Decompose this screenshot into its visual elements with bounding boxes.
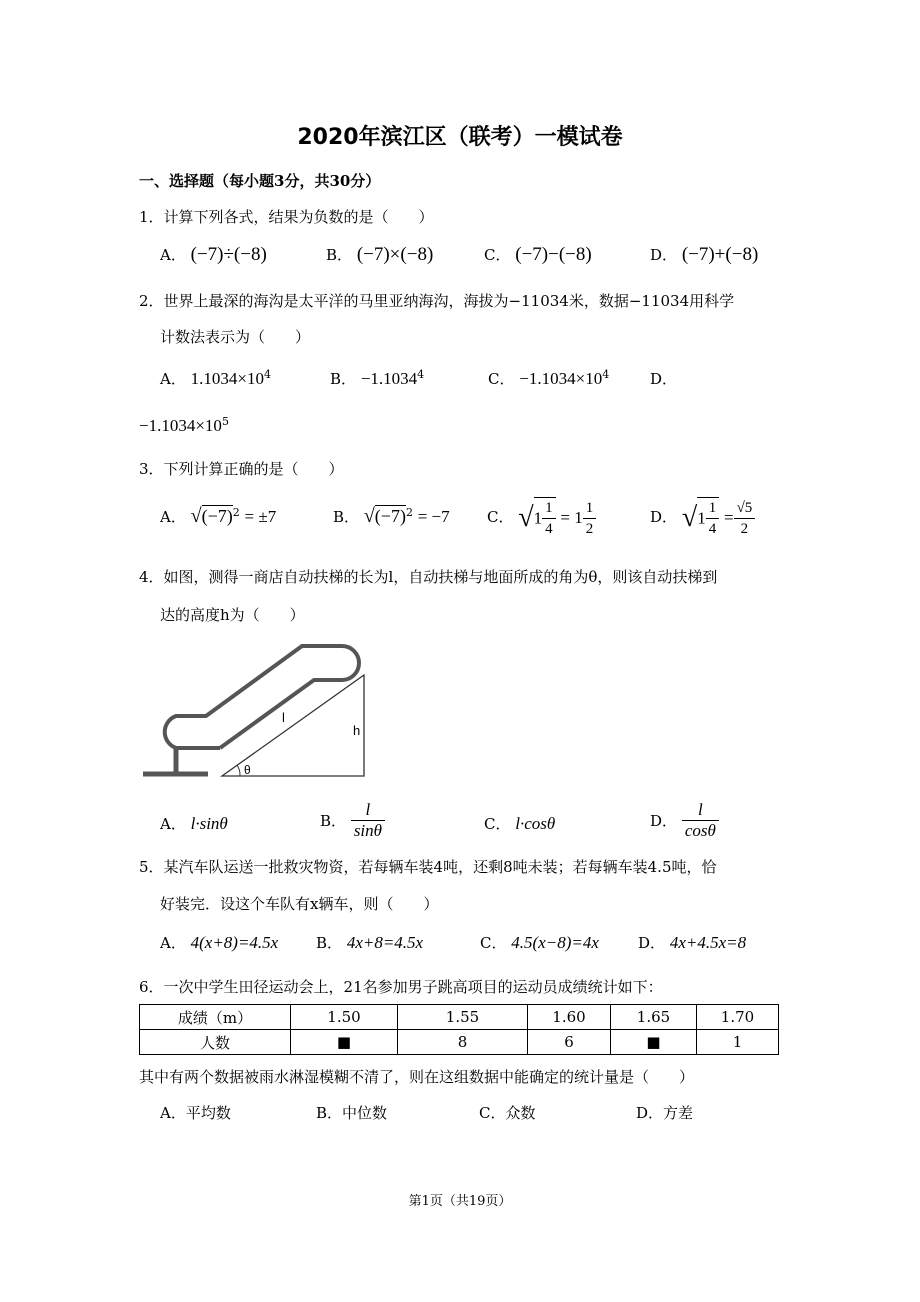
q4-option-b [320, 800, 385, 841]
option-exponent: 4 [263, 368, 271, 381]
radicand: (−7) [374, 506, 406, 526]
exponent: 2 [405, 506, 413, 519]
question-6-after: 其中有两个数据被雨水淋湿模糊不清了，则在这组数据中能确定的统计量是（ ） [139, 1068, 695, 1086]
option-exponent: 5 [221, 415, 229, 428]
numerator: 1 [583, 498, 597, 519]
option-label: B． [333, 508, 360, 526]
table-cell: 1.70 [697, 1005, 779, 1030]
q5-option-c [480, 932, 599, 953]
question-2-stem-line1: 2．世界上最深的海沟是太平洋的马里亚纳海沟，海拔为−11034米，数据−11034用科学 [139, 292, 735, 310]
label-l: l [282, 710, 285, 725]
angle-arc [237, 765, 240, 776]
q1-option-c [484, 244, 592, 266]
rhs: = ±7 [244, 507, 277, 526]
q3-option-d: D． √1 $\frac{1}{4}$ = $\frac{√5}{2}$ [650, 497, 755, 539]
question-6-stem: 6．一次中学生田径运动会上，21名参加男子跳高项目的运动员成绩统计如下： [139, 978, 663, 996]
option-label: D． [638, 934, 666, 952]
denominator: 4 [545, 521, 553, 537]
q6-option-d: D．方差 [636, 1104, 694, 1122]
q1-option-a [160, 244, 267, 266]
rhs: = −7 [417, 507, 450, 526]
option-exponent: 4 [602, 368, 610, 381]
q2-option-d [139, 415, 229, 436]
whole: 1 [697, 508, 706, 528]
option-label: D． [650, 508, 678, 526]
table-cell: 1.60 [528, 1005, 611, 1030]
q2-option-b [330, 368, 424, 389]
q3-option-c: C． √1 $\frac{1}{4}$ = 1 $\frac{1}{2}$ [487, 497, 596, 539]
escalator-figure [140, 638, 380, 784]
option-expr: 1.1034×10 [190, 369, 264, 388]
option-label: D． [650, 246, 678, 264]
option-expr: (−7)+(−8) [681, 244, 759, 265]
q2-option-d-label: D． [650, 370, 678, 388]
table-row [140, 1030, 779, 1055]
q6-option-b: B．中位数 [316, 1104, 388, 1122]
table-cell: 8 [398, 1030, 528, 1055]
label-theta: θ [244, 763, 251, 777]
table-cell: 1.50 [291, 1005, 398, 1030]
option-expr: (−7)÷(−8) [190, 244, 267, 265]
q4-option-a [160, 813, 228, 834]
option-expr: 4x+4.5x=8 [669, 933, 747, 952]
results-table [139, 1004, 779, 1055]
table-cell: 人数 [140, 1030, 291, 1055]
table-cell: ■ [611, 1030, 697, 1055]
q2-option-a [160, 368, 271, 389]
question-3-stem: 3．下列计算正确的是（ ） [139, 460, 344, 478]
option-label: B． [330, 370, 357, 388]
option-label: B． [326, 246, 353, 264]
option-expr: −1.1034 [360, 369, 418, 388]
table-cell: ■ [291, 1030, 398, 1055]
option-expr: (−7)×(−8) [356, 244, 434, 265]
q5-option-d [638, 932, 746, 953]
q5-option-a [160, 932, 278, 953]
page-footer: 第1页（共19页） [408, 1194, 512, 1209]
question-4-stem-line2: 达的高度h为（ ） [160, 606, 305, 624]
handrail [165, 646, 359, 748]
table-cell: 1 [697, 1030, 779, 1055]
option-expr: 4.5(x−8)=4x [511, 933, 599, 952]
option-exponent: 4 [417, 368, 425, 381]
question-5-stem-line1: 5．某汽车队运送一批救灾物资，若每辆车装4吨，还剩8吨未装；若每辆车装4.5吨，恰 [139, 858, 717, 876]
table-cell: 1.55 [398, 1005, 528, 1030]
equals: = [723, 508, 734, 527]
denominator: 4 [708, 521, 717, 537]
numerator: 1 [706, 498, 720, 519]
table-header-row [140, 1005, 779, 1030]
option-expr: −1.1034×10 [519, 369, 603, 388]
option-expr: l·sinθ [190, 814, 228, 833]
denominator: 2 [585, 520, 594, 537]
q2-option-c [488, 368, 609, 389]
table-cell: 6 [528, 1030, 611, 1055]
equals: = 1 [560, 508, 583, 527]
option-label: C． [480, 934, 507, 952]
q3-option-b: B． $√(-7)^2 = -7$ [333, 505, 450, 527]
option-label: A． [160, 508, 186, 526]
question-4-stem-line1: 4．如图，测得一商店自动扶梯的长为l，自动扶梯与地面所成的角为θ，则该自动扶梯到 [139, 568, 718, 586]
exponent: 2 [232, 506, 240, 519]
q1-option-b [326, 244, 433, 266]
denominator: 2 [740, 520, 749, 537]
option-label: B． [316, 934, 343, 952]
q6-option-a: A．平均数 [160, 1104, 231, 1122]
denominator: sinθ [353, 821, 383, 840]
option-label: B． [320, 812, 347, 830]
option-label: A． [160, 934, 186, 952]
question-5-stem-line2: 好装完．设这个车队有x辆车，则（ ） [160, 895, 439, 913]
label-h: h [353, 723, 361, 738]
numerator: l [351, 800, 385, 821]
option-label: C． [484, 246, 511, 264]
option-label: C． [487, 508, 514, 526]
q3-option-a: A． $√(-7)^2 = \pm 7$ [160, 505, 277, 527]
q4-option-c [484, 813, 555, 834]
option-label: A． [160, 370, 186, 388]
q1-option-d [650, 244, 758, 266]
question-1-stem: 1．计算下列各式，结果为负数的是（ ） [139, 208, 434, 226]
option-label: A． [160, 246, 186, 264]
option-label: C． [488, 370, 515, 388]
numerator: 1 [542, 498, 556, 519]
option-expr: (−7)−(−8) [515, 244, 592, 265]
q6-option-c: C．众数 [479, 1104, 536, 1122]
option-label: A． [160, 815, 186, 833]
section-heading: 一、选择题（每小题3分，共30分） [139, 172, 381, 190]
whole: 1 [533, 508, 543, 528]
q5-option-b [316, 932, 423, 953]
option-expr: l·cosθ [515, 814, 556, 833]
option-expr: 4(x+8)=4.5x [190, 933, 279, 952]
numerator: √5 [734, 498, 756, 519]
numerator: l [682, 800, 719, 821]
option-expr: −1.1034×10 [139, 416, 222, 435]
option-label: D． [650, 812, 678, 830]
option-label: C． [484, 815, 511, 833]
question-2-stem-line2: 计数法表示为（ ） [160, 328, 311, 346]
denominator: cosθ [684, 821, 716, 840]
q4-option-d [650, 800, 719, 841]
page-title: 2020年滨江区（联考）一模试卷 [297, 125, 623, 150]
radicand: (−7) [201, 506, 233, 526]
table-cell: 1.65 [611, 1005, 697, 1030]
table-cell: 成绩（m） [140, 1005, 291, 1030]
option-expr: 4x+8=4.5x [346, 933, 424, 952]
